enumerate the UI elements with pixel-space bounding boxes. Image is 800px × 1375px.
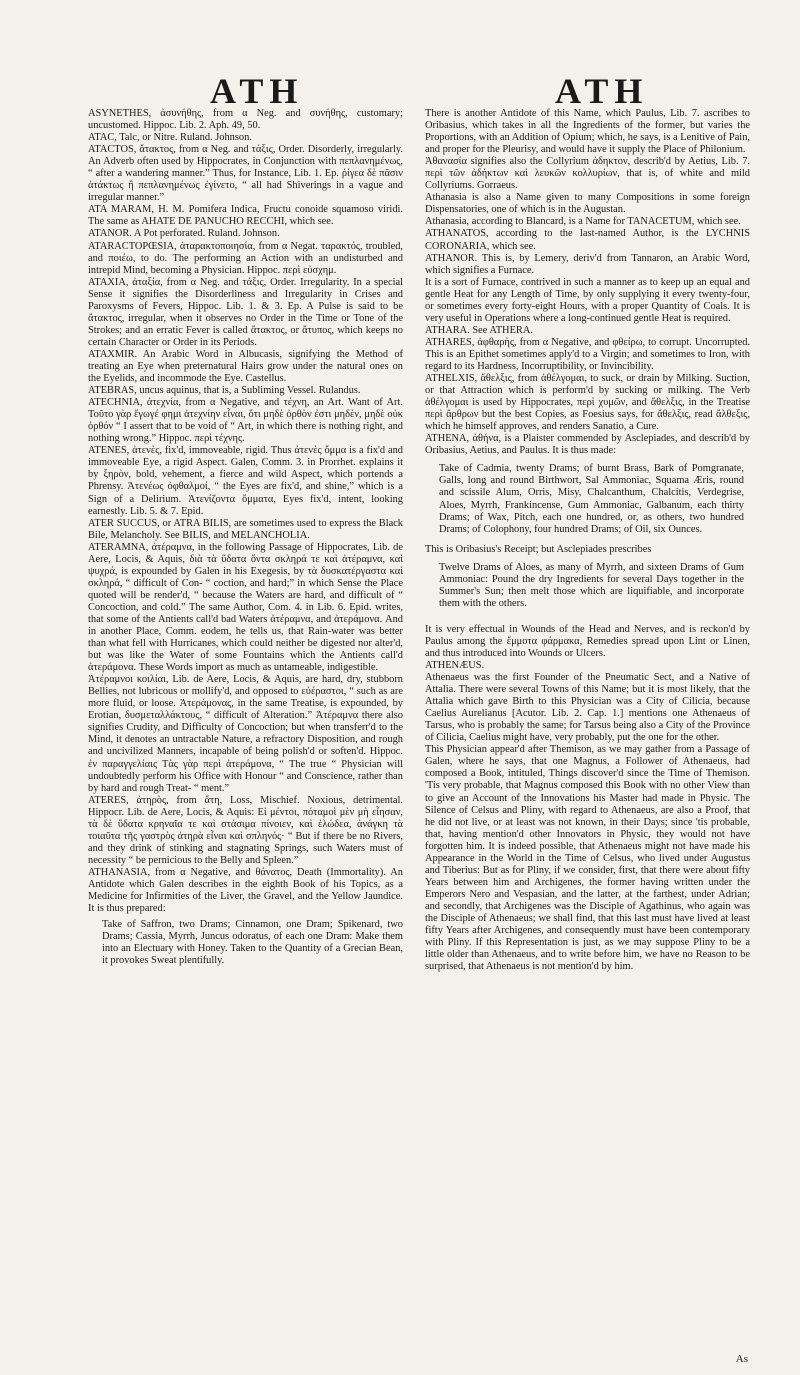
left-column — [88, 108, 403, 973]
entry: ATAXIA, ἀταξία, from α Neg. and τάξις, Order. Irregularity. In a special Sense it signifies the Disorderliness and Irregularity in Crises and Paroxysms of Fevers, Hippoc. Lib. 1. & 3. Ep. A Pulse is said to be ἄτακτος, irregular, when it observes no Order in the Time or Tone of the Strokes; and an erratic Fever is called ἄτακτος, or ἄτυπος, which keeps no certain Character or Order in its Periods. — [88, 276, 403, 348]
catchword: As — [735, 1353, 748, 1365]
entry: Ἀθανασία signifies also the Collyrium ἀδηκτον, describ'd by Aetius, Lib. 7. περὶ τῶν ἀδήκτων καὶ λευκῶν κολλυρίων, that is, of white and mild Collyriums. Gorraeus. — [425, 156, 750, 192]
recipe-athena-oribasius: Take of Cadmia, twenty Drams; of burnt Brass, Bark of Pomgranate, Galls, long and round Birthwort, Sal Ammoniac, Squama Æris, round and scissile Alum, Orris, Misy, Chalcanthum, Chalcitis, Verdegrise, Aloes, Myrrh, Frankincense, Gum Ammoniac, Galbanum, each thirty Drams; of Wax, Pitch, each one hundred, or, as others, two hundred Drams; of Colophony, four hundred Drams; of Oil, six Ounces. — [439, 463, 744, 535]
header-left: ATH — [210, 71, 304, 111]
entry: This Physician appear'd after Themison, as we may gather from a Passage of Galen, where he says, that one Magnus, a Follower of Athenaeus, had composed a Book, intituled, Things discover'd since the Time of Themison. 'Tis very probable, that Magnus composed this Book with no other View than to give an Account of the Innovations his Master had made in Physic. The Silence of Celsus and Pliny, with regard to Athenaeus, are also a Proof, that he did not live, or at least was not known, in their Days; since 'tis probable, that, having mention'd other Innovators in Physic, they would not have forgotten him. It is indeed possible, that Athenaeus might not have made his Appearance in the World in the Time of Celsus, who lived under Augustus and Tiberius: But as for Pliny, if we consider, first, that there were about fifty Years between him and Archigenes, the former having written under the Emperors Nero and Vespasian, and the latter, at the farthest, under Adrian; and secondly, that Archigenes was the Disciple of Agathinus, who again was the Disciple of Athenaeus; we shall find, that this last must have lived at least fifty Years after Archigenes, and consequently must have been contemporary with Pliny. If this Representation is just, as we may suppose Pliny to be a little older than Athenaeus, and to write before him, we have no Reason to be surprised, that Athenaeus is not mention'd by him. — [425, 744, 750, 973]
entry: ASYNETHES, ἀσυνήθης, from α Neg. and συνήθης, customary; uncustomed. Hippoc. Lib. 2. Aph. 49, 50. — [88, 108, 403, 132]
entry: ATECHNIA, ἀτεχνία, from α Negative, and τέχνη, an Art. Want of Art. Τοῦτο γὰρ ἔγωγέ φημι ἀτεχνίην εἶναι, ὅτι μηδὲ ὀρθὸν ἐστι μηδὲν, μηδὲ οὐκ ὀρθόν “ I assert that to be void of “ Art, in which there is nothing right, and nothing wrong.” Hippoc. περὶ τέχνης. — [88, 397, 403, 445]
recipe-athena-asclepiades: Twelve Drams of Aloes, as many of Myrrh, and sixteen Drams of Gum Ammoniac: Pound the dry Ingredients for several Days together in the Summer's Sun; then melt those which are liquifiable, and incorporate them with the others. — [439, 561, 744, 609]
entry: ATER SUCCUS, or ATRA BILIS, are sometimes used to express the Black Bile, Melancholy. See BILIS, and MELANCHOLIA. — [88, 517, 403, 541]
running-header — [0, 70, 800, 110]
entry: This is Oribasius's Receipt; but Asclepiades prescribes — [425, 543, 652, 555]
entry: ATERES, ἀτηρὸς, from ἄτη, Loss, Mischief. Noxious, detrimental. Hippocr. Lib. de Aere, Locis, & Aquis: Εἰ μέντοι, πόταμοὶ μὲν μὴ εἶησαν, τὰ δὲ ὕδατα κρηναῖα τε καὶ στάσιμα πίνοιεν, καὶ ἑλώδεα, ἀνάγκη τὰ τοιαῦτα τῆς γαστρὸς ἀτηρὰ εἶναι καὶ σπληνός· “ But if there be no Rivers, and they drink of stinking and stagnating Springs, such Waters must of necessity “ be pernicious to the Belly and Spleen.” — [88, 794, 403, 866]
entry: ATHANOR. This is, by Lemery, deriv'd from Tannaron, an Arabic Word, which signifies a Furnace. — [425, 252, 750, 276]
entry: ATHANASIA, from α Negative, and θάνατος, Death (Immortality). An Antidote which Galen describes in the eighth Book of his Topics, as a Medicine for Infirmities of the Liver, the Gravel, and the Yellow Jaundice. It is thus prepared: — [88, 866, 403, 915]
entry: Athenaeus was the first Founder of the Pneumatic Sect, and a Native of Attalia. There were several Towns of this Name; but it is most likely, that the Attalia which gave Birth to this Physician was a City of Cilicia, because Caelius Aurelianus [Acutor. Lib. 2. Cap. 1.] mentions one Athenaeus of Tarsus, who is probably the same; for Tarsus being also a City of the Province of Cilicia, Caelius might have, very probably, put the one for the other. — [425, 672, 750, 744]
entry: It is very effectual in Wounds of the Head and Nerves, and is reckon'd by Paulus among the ἔμμοτα φάρμακα, Remedies spread upon Lint or Linen, and thus introduced into Wounds or Ulcers. — [425, 623, 750, 659]
entry: ATHANATOS, according to the last-named Author, is the LYCHNIS CORONARIA, which see. — [425, 228, 750, 252]
entry: Ἀτέραμνοι κοιλίαι, Lib. de Aere, Locis, & Aquis, are hard, dry, stubborn Bellies, not lubricous or mollify'd, and opposed to εὐέραστοι, “ such as are more fluid, or loose. Ἀτεράμονας, in the same Treatise, is expounded, by Erotian, δυσμεταλλάκτους, “ difficult of Alteration.” Ἀτέραμνα there also signifies Crudity, and Difficulty of Concoction; but when transferr'd to the Mind, it denotes an untractable Nature, a refractory Disposition, and rough and uncivilized Manners, incapable of being polish'd or soften'd. Hippoc. ἐν παραγγελίαις Τὰς γὰρ περὶ ἀτεράμονα, “ The true “ Physician will undoubtedly perform his Office with Honour “ and Conscience, rather than by hard and rough Treat- “ ment.” — [88, 674, 403, 794]
entry: There is another Antidote of this Name, which Paulus, Lib. 7. ascribes to Oribasius, which takes in all the Ingredients of the former, but varies the Proportions, with an Addition of Opium; which, he says, is a Lenitive of Pain, and proper for the Pleurisy, and would have it supply the Place of Philonium. — [425, 108, 750, 156]
entry: Athanasia is also a Name given to many Compositions in some foreign Dispensatories, one of which is in the Augustan. — [425, 192, 750, 216]
entry: ATARACTOPŒSIA, ἀταρακτοποιησία, from α Negat. ταρακτός, troubled, and ποιέω, to do. The performing an Action with an undisturbed and intrepid Mind, becoming a Physician. Hippoc. περὶ εὐσχημ. — [88, 240, 403, 276]
entry: It is a sort of Furnace, contrived in such a manner as to keep up an equal and gentle Heat for any Length of Time, by only supplying it every twenty-four, or sometimes every forty-eight Hours, with a proper Quantity of Coals. It is very useful in Operations where a long-continued gentle Heat is required. — [425, 276, 750, 324]
entry: ATHENÆUS. — [425, 660, 485, 672]
entry: ATHELXIS, ἄθελξις, from ἀθέλγομαι, to suck, or drain by Milking. Suction, or that Attraction which is perform'd by sucking or milking. The Verb ἀθέλγομαι is used by Hippocrates, περὶ χυμῶν, and ἄθελξις, in the Treatise περὶ ἄρθρων but the best Copies, as Foesius says, for ἄθελξις, read ἄλθεξις, which he himself approves, and renders Sanatio, a Cure. — [425, 373, 750, 433]
entry: ATEBRAS, uncus aquinus, that is, a Subliming Vessel. Rulandus. — [88, 385, 361, 397]
right-column — [425, 108, 750, 973]
header-right: ATH — [555, 71, 649, 111]
entry: ATHENA, ἀθήνα, is a Plaister commended by Asclepiades, and describ'd by Oribasius, Aetius, and Paulus. It is thus made: — [425, 433, 750, 457]
entry: ATA MARAM, H. M. Pomifera Indica, Fructu conoide squamoso viridi. The same as AHATE DE PANUCHO RECCHI, which see. — [88, 204, 403, 228]
entry: Athanasia, according to Blancard, is a Name for TANACETUM, which see. — [425, 216, 741, 228]
entry: ATACTOS, ἄτακτος, from α Neg. and τάξις, Order. Disorderly, irregularly. An Adverb often used by Hippocrates, in Conjunction with πεπλανημένως, “ after a wandering manner.” Thus, for Instance, Lib. 1. Ep. ῥίγεα δὲ πᾶσιν ἀτάκτως ἢ πεπλανημένως ἐγίνετο, “ all had Shiverings in a vague and irregular manner.” — [88, 144, 403, 204]
entry: ATHARA. See ATHERA. — [425, 324, 533, 336]
entry: ATHARES, ἀφθαρὴς, from α Negative, and φθείρω, to corrupt. Uncorrupted. This is an Epithet sometimes apply'd to a Virgin; and sometimes to Iron, with regard to its Hardness, Incorruptibility, or Invincibility. — [425, 336, 750, 372]
entry: ATANOR. A Pot perforated. Ruland. Johnson. — [88, 228, 280, 240]
entry: ATERAMNA, ἀτέραμνα, in the following Passage of Hippocrates, Lib. de Aere, Locis, & Aquis, διὰ τὰ ὕδατα ὄντα σκληρά τε καὶ ἀτέραμνα, καὶ ψυχρά, is expounded by Galen in his Exegesis, by τὰ δυσκατέργαστα καὶ σκληρά, “ difficult of Con- “ coction, and hard;” in which Sense the Place quoted will be render'd, “ because the Waters are hard, and difficult of “ Concoction, and cold.” The same Author, Com. 4. in Lib. 6. Epid. writes, that some of the Antients call'd bad Waters ἀτέραμνα, and ἀτεράμονα. And in another Place, Comm. eodem, he tells us, that Rain-water was better than what fell with Hurricanes, which could neither be digested nor alter'd, but was like the Water of some Fountains which the Antients call'd ἀτεράμονα. These Words import as much as untameable, indigestible. — [88, 541, 403, 674]
entry: ATENES, ἀτενὲς, fix'd, immoveable, rigid. Thus ἀτενὲς ὄμμα is a fix'd and immoveable Eye, a rigid Aspect. Galen, Comm. 3. in Prorrhet. explains it by ξηρὸν, bold, vehement, a fierce and wild Aspect, which portends a Phrensy. Ἀτενέως ὀφθαλμοί, “ the Eyes are fix'd, and shine,” which is a Sign of a Delirium. Ἀτενίζοντα ὄμματα, Eyes fix'd, intent, looking earnestly. Lib. 5. & 7. Epid. — [88, 445, 403, 517]
entry: ATAXMIR. An Arabic Word in Albucasis, signifying the Method of treating an Eye when preternatural Hairs grow under the natural ones on the Eyelids, and incommode the Eye. Castellus. — [88, 348, 403, 385]
recipe-athanasia: Take of Saffron, two Drams; Cinnamon, one Dram; Spikenard, two Drams; Cassia, Myrrh, Juncus odoratus, of each one Dram: Make them into an Electuary with Honey. Taken to the Quantity of a Grecian Bean, it provokes Sweat plentifully. — [102, 919, 403, 967]
entry: ATAC, Talc, or Nitre. Ruland. Johnson. — [88, 132, 252, 144]
